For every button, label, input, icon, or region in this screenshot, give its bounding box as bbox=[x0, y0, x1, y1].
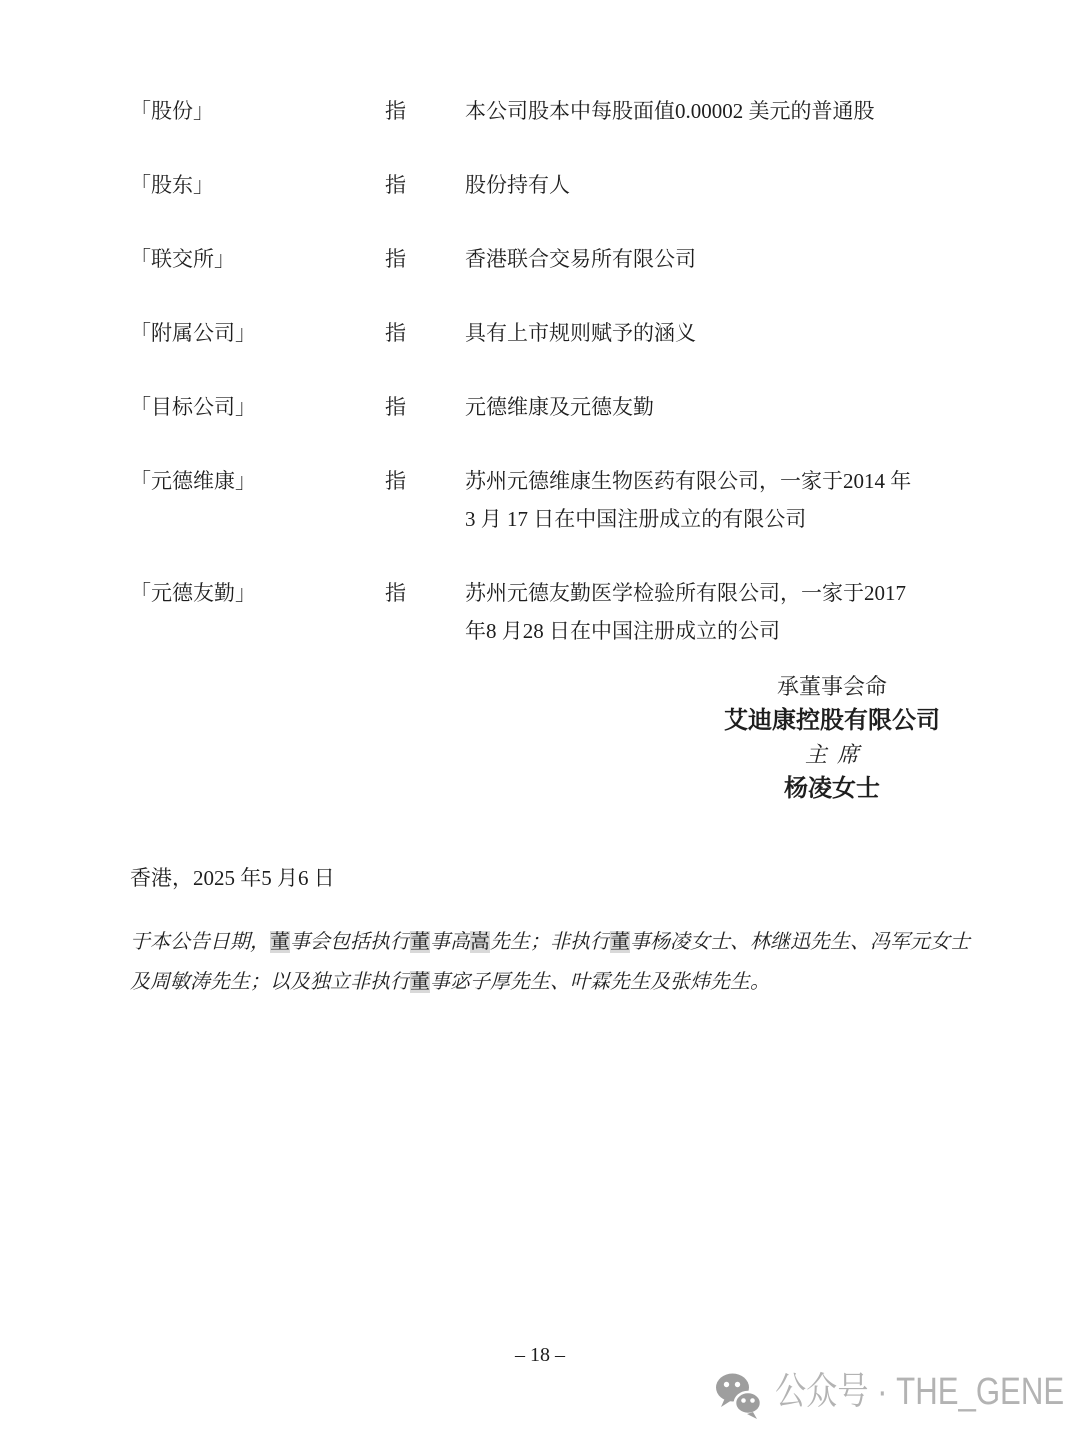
definition-pointer: 指 bbox=[385, 99, 406, 123]
definition-term: 「元德维康」 bbox=[130, 469, 256, 493]
definition-row-shares bbox=[130, 92, 952, 130]
definition-row-stock-exchange bbox=[130, 240, 952, 278]
definition-pointer: 指 bbox=[385, 395, 406, 419]
dateline: 香港，2025 年5 月6 日 bbox=[130, 866, 335, 890]
directors-footnote: 于本公告日期，董事会包括执行董事高嵩先生；非执行董事杨凌女士、林继迅先生、冯军元女士及周敏涛先生；以及独立非执行董事宓子厚先生、叶霖先生及张炜先生。 bbox=[130, 931, 970, 993]
signature-block bbox=[652, 670, 1012, 806]
definition-row-yuande-weikang bbox=[130, 462, 952, 538]
chairman-name: 杨凌女士 bbox=[784, 775, 880, 802]
definition-pointer: 指 bbox=[385, 247, 406, 271]
page-number: – 18 – bbox=[515, 1344, 565, 1366]
definition-term: 「目标公司」 bbox=[130, 395, 256, 419]
definition-text: 苏州元德友勤医学检验所有限公司，一家于2017 年8 月28 日在中国注册成立的公司 bbox=[465, 581, 906, 643]
definition-text: 元德维康及元德友勤 bbox=[465, 395, 654, 419]
definition-pointer: 指 bbox=[385, 321, 406, 345]
by-order-of-board: 承董事会命 bbox=[776, 674, 887, 699]
definition-text: 香港联合交易所有限公司 bbox=[465, 247, 696, 271]
definition-term: 「股东」 bbox=[130, 173, 214, 197]
definition-term: 「股份」 bbox=[130, 99, 214, 123]
definitions-list bbox=[130, 92, 952, 686]
definition-row-target-companies bbox=[130, 388, 952, 426]
definition-row-subsidiary bbox=[130, 314, 952, 352]
company-name: 艾迪康控股有限公司 bbox=[724, 707, 940, 734]
definition-row-yuande-youqin bbox=[130, 574, 952, 650]
definition-term: 「联交所」 bbox=[130, 247, 235, 271]
definition-text: 本公司股本中每股面值0.00002 美元的普通股 bbox=[465, 99, 875, 123]
definition-text: 苏州元德维康生物医药有限公司，一家于2014 年 3 月 17 日在中国注册成立的有限公司 bbox=[465, 469, 912, 531]
watermark-text: 公众号 · THE_GENE bbox=[775, 1371, 1065, 1413]
definition-pointer: 指 bbox=[385, 581, 406, 605]
wechat-icon bbox=[713, 1368, 763, 1425]
definition-row-shareholders bbox=[130, 166, 952, 204]
definition-text: 具有上市规则赋予的涵义 bbox=[465, 321, 696, 345]
definition-term: 「附属公司」 bbox=[130, 321, 256, 345]
definition-pointer: 指 bbox=[385, 469, 406, 493]
definition-pointer: 指 bbox=[385, 173, 406, 197]
definition-text: 股份持有人 bbox=[465, 173, 570, 197]
chairman-title: 主席 bbox=[805, 742, 869, 767]
watermark bbox=[713, 1368, 1080, 1425]
definition-term: 「元德友勤」 bbox=[130, 581, 256, 605]
